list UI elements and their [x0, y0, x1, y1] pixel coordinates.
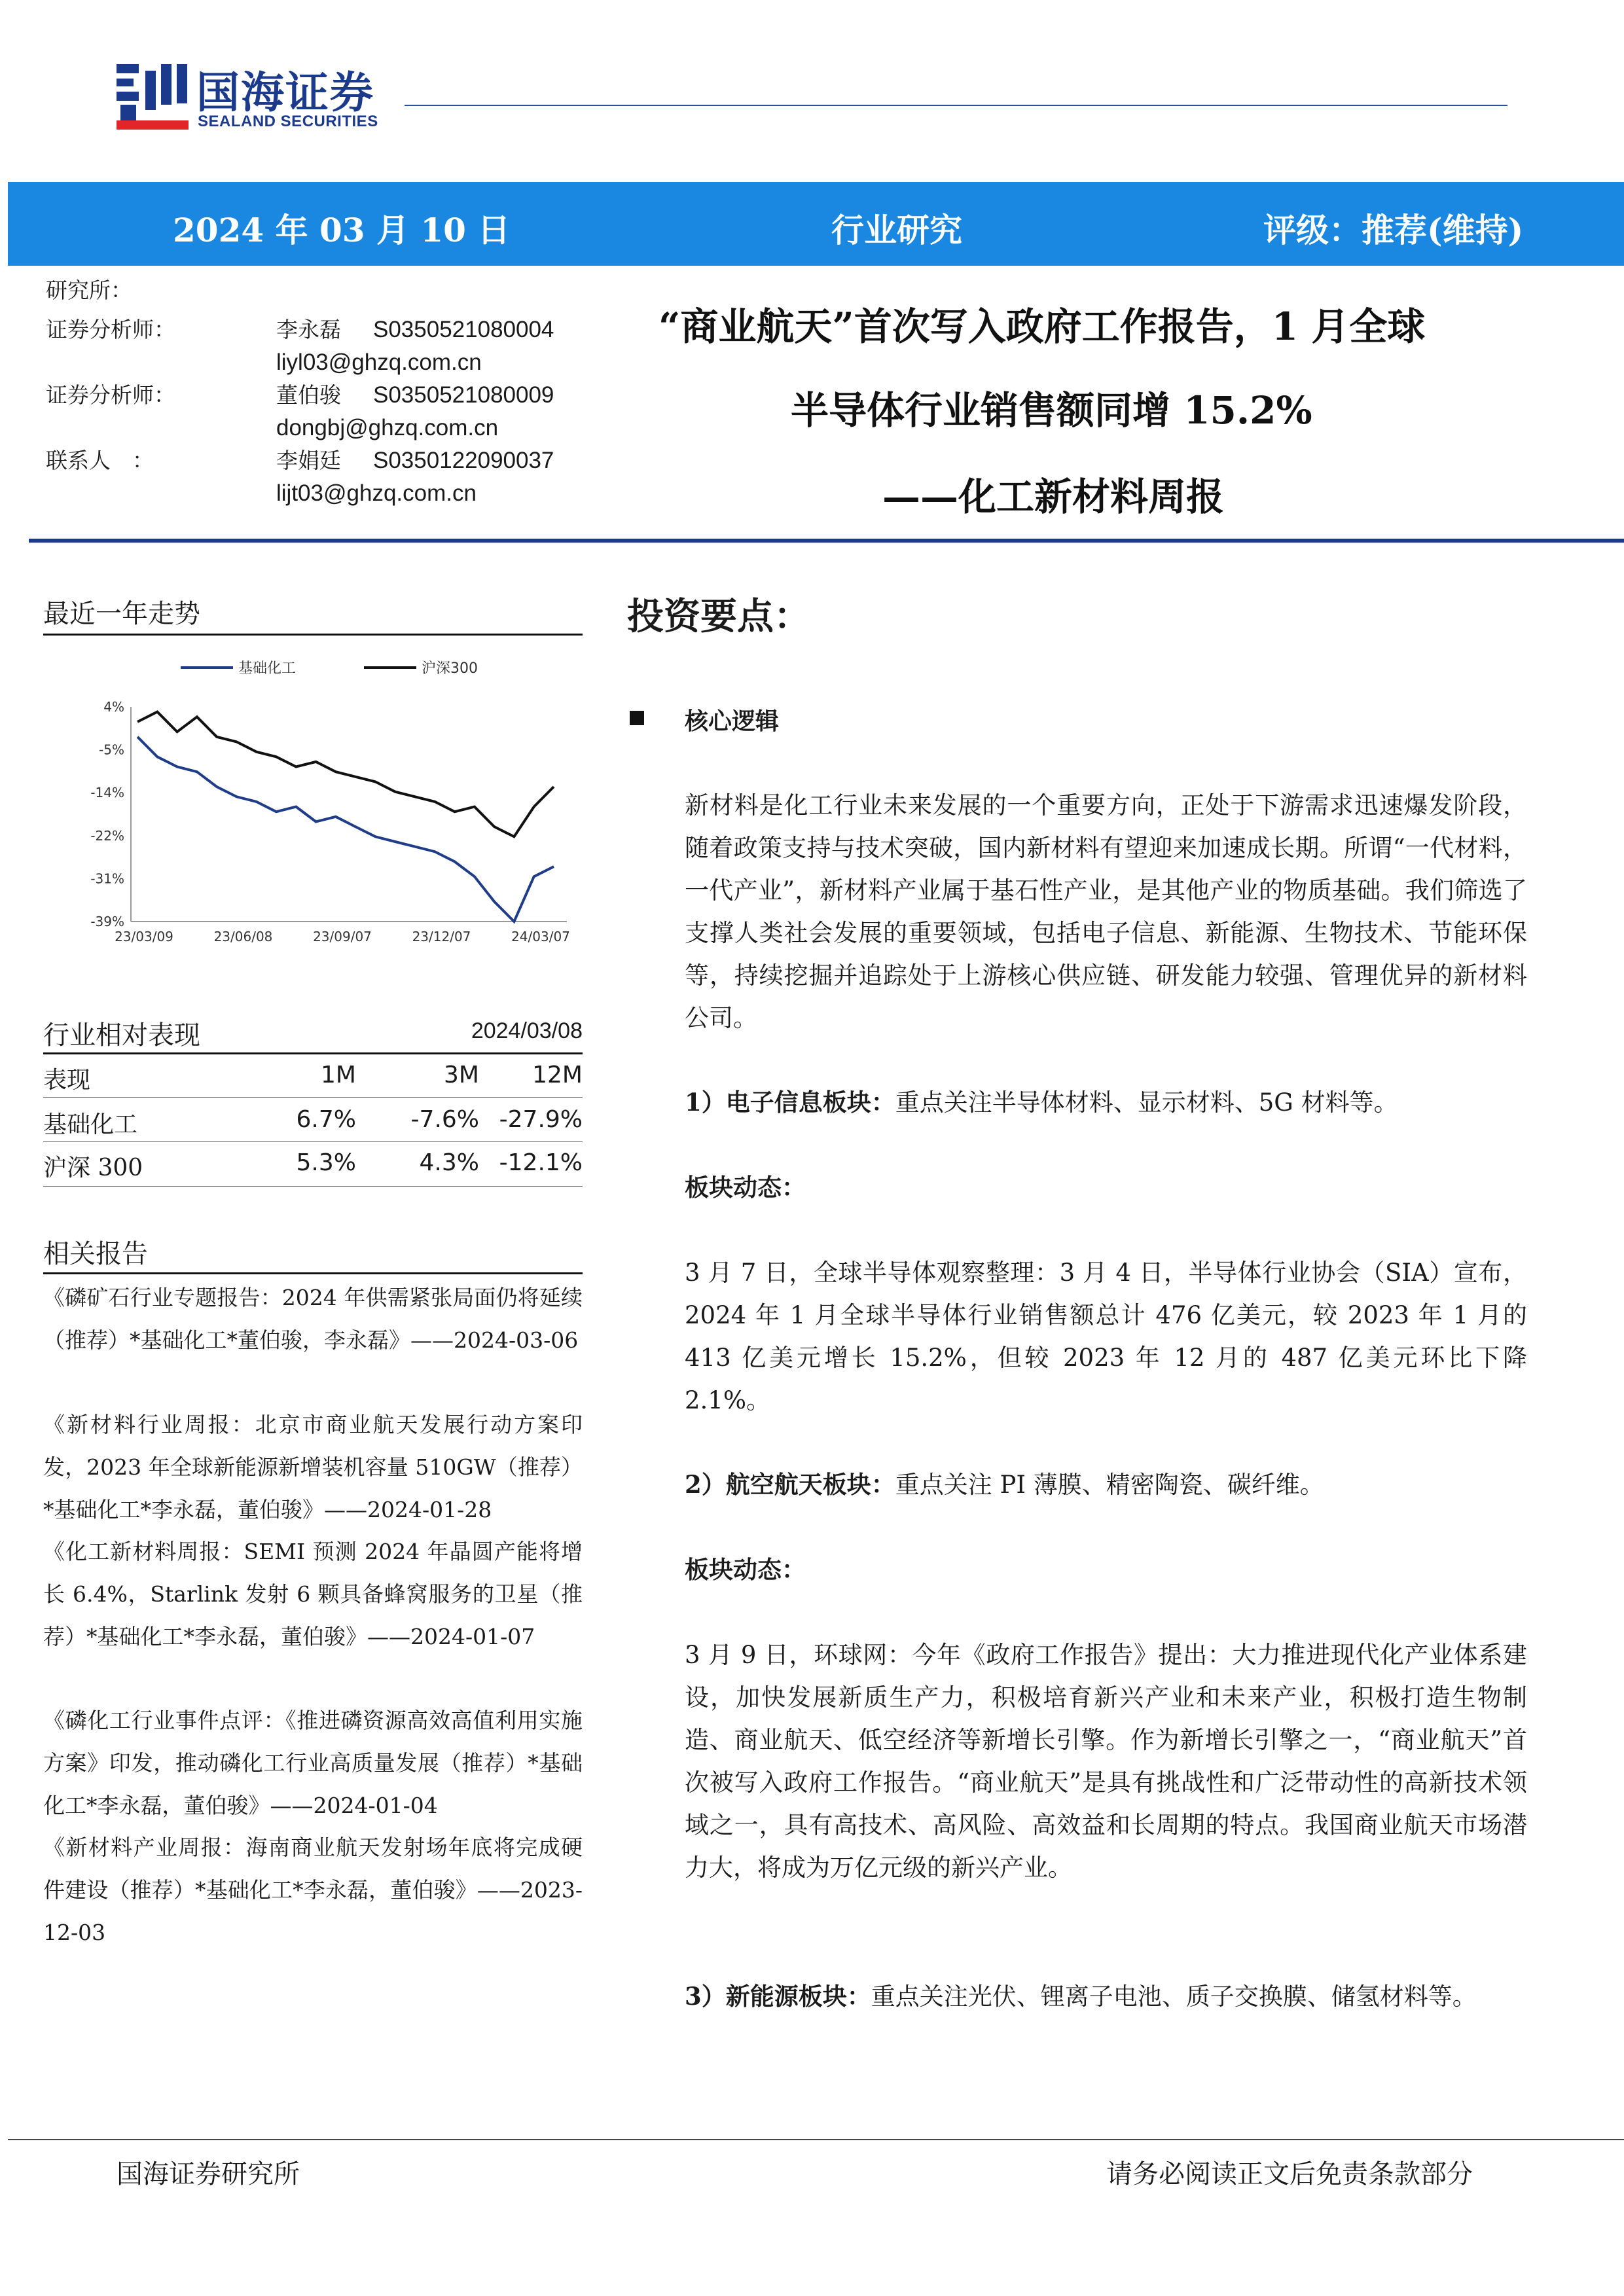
trend-divider	[43, 634, 583, 636]
footer-divider	[8, 2139, 1624, 2140]
table-cell: 基础化工	[43, 1111, 138, 1138]
contact-name: 李娟廷	[276, 448, 341, 473]
x-tick-label: 23/03/09	[115, 929, 173, 944]
report-title-line1: “商业航天”首次写入政府工作报告，1 月全球	[659, 304, 1426, 349]
footer-disclaimer[interactable]: 请务必阅读正文后免责条款部分	[1106, 2159, 1473, 2189]
table-cell: -12.1%	[499, 1149, 583, 1176]
related-report-item[interactable]: 《化工新材料周报：SEMI 预测 2024 年晶圆产能将增长 6.4%，Starlink 发射 6 颗具备蜂窝服务的卫星（推荐）*基础化工*李永磊，董伯骏》——2024-01-07	[43, 1539, 583, 1649]
series-line-chemical	[137, 737, 554, 922]
intro-paragraph: 新材料是化工行业未来发展的一个重要方向，正处于下游需求迅速爆发阶段，随着政策支持与技术突破，国内新材料有望迎来加速成长期。所谓“一代材料，一代产业”，新材料产业属于基石性产业，是其他产业的物质基础。我们筛选了支撑人类社会发展的重要领域，包括电子信息、新能源、生物技术、节能环保等，持续挖掘并追踪处于上游核心供应链、研发能力较强、管理优异的新材料公司。	[685, 791, 1527, 1032]
title-divider	[29, 539, 1624, 543]
sector-dynamics-label: 板块动态：	[685, 1555, 806, 1584]
analyst-role: 证券分析师：	[46, 382, 175, 408]
report-type: 行业研究	[831, 211, 962, 249]
institute-label: 研究所：	[46, 278, 132, 303]
related-report-item[interactable]: 《新材料产业周报：海南商业航天发射场年底将完成硬件建设（推荐）*基础化工*李永磊，董伯骏》——2023-12-03	[43, 1835, 583, 1945]
invest-heading: 投资要点：	[627, 595, 810, 638]
table-header-cell: 3M	[444, 1062, 479, 1088]
x-tick-label: 23/06/08	[213, 929, 273, 944]
bullet-square-icon	[630, 711, 644, 725]
sector-new-energy	[685, 1975, 1527, 2018]
table-rule	[43, 1186, 583, 1187]
brand-name-cn: 国海证券	[196, 67, 374, 118]
table-header-cell: 12M	[532, 1062, 583, 1088]
y-tick-label: 4%	[103, 699, 124, 715]
related-report-item[interactable]: 《新材料行业周报：北京市商业航天发展行动方案印发，2023 年全球新能源新增装机容量 510GW（推荐）*基础化工*李永磊，董伯骏》——2024-01-28	[43, 1412, 583, 1522]
trend-heading: 最近一年走势	[43, 599, 200, 629]
table-rule	[43, 1097, 583, 1098]
sector-text: 重点关注 PI 薄膜、精密陶瓷、碳纤维。	[895, 1471, 1324, 1499]
contact-email[interactable]: lijt03@ghzq.com.cn	[276, 480, 477, 506]
y-tick-label: -31%	[90, 870, 124, 887]
brand-name-en: SEALAND SECURITIES	[198, 113, 378, 130]
y-tick-label: -14%	[90, 785, 124, 801]
performance-date: 2024/03/08	[471, 1018, 583, 1043]
sector-aerospace	[685, 1463, 1527, 1506]
table-cell: 6.7%	[296, 1106, 356, 1133]
core-logic-heading: 核心逻辑	[685, 708, 780, 735]
performance-divider	[43, 1052, 583, 1054]
table-header-cell: 表现	[43, 1067, 91, 1094]
table-cell: -27.9%	[499, 1106, 583, 1133]
x-tick-label: 24/03/07	[511, 929, 570, 944]
brand-logo-icon	[117, 64, 189, 131]
report-rating: 评级：推荐(维持)	[1263, 211, 1524, 249]
related-heading: 相关报告	[43, 1239, 148, 1269]
table-header-row	[43, 1055, 583, 1097]
analyst-role: 证券分析师：	[46, 317, 175, 342]
related-divider	[43, 1272, 583, 1274]
table-row	[43, 1143, 583, 1185]
x-tick-label: 23/12/07	[412, 929, 471, 944]
x-tick-label: 23/09/07	[313, 929, 372, 944]
related-report-item[interactable]: 《磷矿石行业专题报告：2024 年供需紧张局面仍将延续（推荐）*基础化工*董伯骏，李永磊》——2024-03-06	[43, 1285, 583, 1353]
sector-label: 3）新能源板块：	[685, 1982, 871, 2011]
analyst-license: S0350521080009	[373, 382, 554, 408]
performance-header	[43, 1014, 583, 1054]
sector-label: 1）电子信息板块：	[685, 1088, 895, 1117]
legend-label-csi300: 沪深300	[422, 660, 478, 677]
footer-institute: 国海证券研究所	[117, 2159, 300, 2189]
sector-dynamics-paragraph: 3 月 9 日，环球网：今年《政府工作报告》提出：大力推进现代化产业体系建设，加快发展新质生产力，积极培育新兴产业和未来产业，积极打造生物制造、商业航天、低空经济等新增长引擎。作为新增长引擎之一，“商业航天”首次被写入政府工作报告。“商业航天”是具有挑战性和广泛带动性的高新技术领域之一，具有高技术、高风险、高效益和长周期的特点。我国商业航天市场潜力大，将成为万亿元级的新兴产业。	[685, 1641, 1527, 1882]
analyst-name: 董伯骏	[276, 382, 341, 408]
table-cell: 5.3%	[296, 1149, 356, 1176]
report-date: 2024 年 03 月 10 日	[173, 211, 511, 249]
y-tick-label: -39%	[90, 914, 124, 929]
performance-heading: 行业相对表现	[43, 1020, 200, 1050]
table-header-cell: 1M	[321, 1062, 356, 1088]
legend-label-chemical: 基础化工	[238, 660, 297, 677]
sector-electronics	[685, 1081, 1527, 1124]
table-rule	[43, 1141, 583, 1142]
y-tick-label: -5%	[99, 742, 124, 758]
table-cell: 4.3%	[419, 1149, 479, 1176]
analyst-license: S0350521080004	[373, 317, 554, 342]
table-row	[43, 1100, 583, 1141]
header-divider	[405, 105, 1507, 106]
sector-text: 重点关注半导体材料、显示材料、5G 材料等。	[895, 1088, 1398, 1117]
analyst-name: 李永磊	[276, 317, 341, 342]
trend-chart	[43, 641, 583, 969]
report-subtitle: ——化工新材料周报	[882, 475, 1225, 519]
analyst-email[interactable]: dongbj@ghzq.com.cn	[276, 415, 499, 440]
contact-license: S0350122090037	[373, 448, 554, 473]
related-report-item[interactable]: 《磷化工行业事件点评：《推进磷资源高效高值利用实施方案》印发，推动磷化工行业高质量发展（推荐）*基础化工*李永磊，董伯骏》——2024-01-04	[43, 1708, 583, 1818]
sector-dynamics-paragraph: 3 月 7 日，全球半导体观察整理：3 月 4 日，半导体行业协会（SIA）宣布，2024 年 1 月全球半导体行业销售额总计 476 亿美元，较 2023 年 1 月的 413 亿美元增长 15.2%，但较 2023 年 12 月的 487 亿美元环比下降 2.1%。	[685, 1259, 1527, 1414]
sector-label: 2）航空航天板块：	[685, 1470, 895, 1499]
table-cell: 沪深 300	[43, 1155, 143, 1181]
contact-role: 联系人 ：	[46, 448, 154, 473]
analyst-email[interactable]: liyl03@ghzq.com.cn	[276, 350, 482, 375]
y-tick-label: -22%	[90, 827, 124, 844]
sector-dynamics-label: 板块动态：	[685, 1173, 806, 1202]
sector-text: 重点关注光伏、锂离子电池、质子交换膜、储氢材料等。	[871, 1982, 1477, 2011]
report-title-line2: 半导体行业销售额同增 15.2%	[791, 388, 1312, 433]
table-cell: -7.6%	[410, 1106, 479, 1133]
